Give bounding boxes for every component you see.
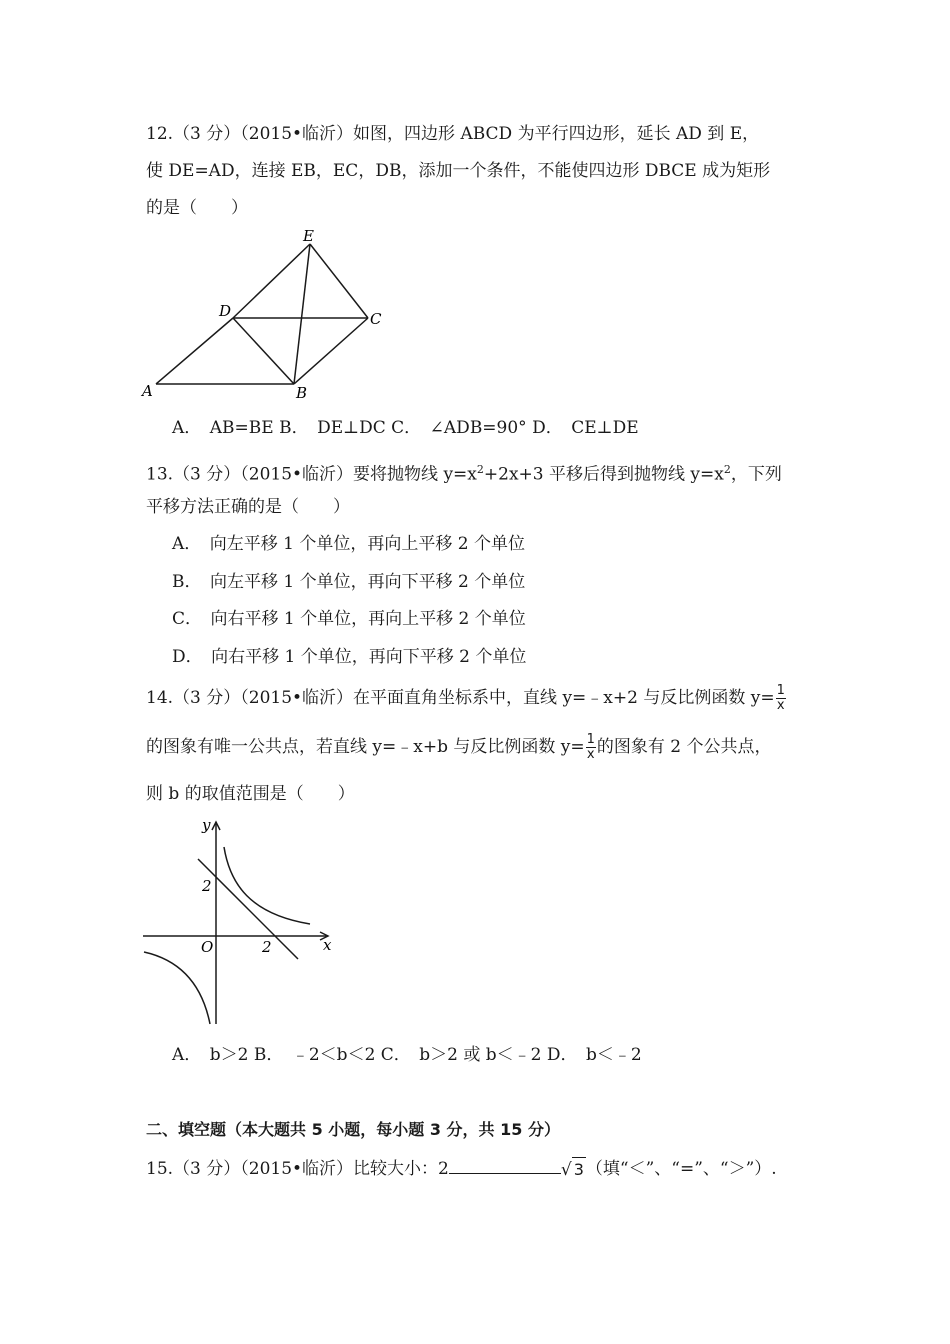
- hyperbola-branch-q3: [144, 952, 210, 1024]
- label-E: E: [303, 227, 314, 245]
- label-origin: O: [201, 938, 214, 956]
- fraction-1-over-x: $\frac{1}{x}$: [586, 732, 595, 762]
- q12-line3: 的是（ ）: [146, 198, 248, 218]
- fraction-1-over-x: $\frac{1}{x}$: [776, 683, 785, 713]
- label-B: B: [296, 384, 308, 402]
- q13-option-c: C． 向右平移 1 个单位，再向上平移 2 个单位: [172, 609, 526, 629]
- label-C: C: [370, 310, 382, 328]
- label-y: y: [202, 816, 211, 834]
- q13-option-a: A． 向左平移 1 个单位，再向上平移 2 个单位: [172, 534, 526, 554]
- label-2-x: 2: [262, 938, 272, 956]
- edge-AD: [156, 318, 233, 384]
- edge-DE: [233, 244, 310, 318]
- q14-line3: 则 b 的取值范围是（ ）: [146, 784, 355, 804]
- q14-graph-figure: [140, 814, 340, 1029]
- q15-line: 15.（3 分）（2015•临沂）比较大小：2 √ 3 （填“＜”、“=”、“＞”）.: [146, 1155, 777, 1182]
- label-x: x: [323, 936, 332, 954]
- edge-EB: [294, 244, 310, 384]
- edge-CB: [294, 318, 368, 384]
- edge-DB: [233, 318, 294, 384]
- q13-line1: 13.（3 分）（2015•临沂）要将抛物线 $y=x^2+2x+3$ 平移后得到抛物线 $y=x^2$，下列: [146, 463, 782, 485]
- edge-EC: [310, 244, 368, 318]
- label-A: A: [142, 382, 153, 400]
- q14-options: A． b＞2 B． ﹣2＜b＜2 C． b＞2 或 b＜﹣2 D． b＜﹣2: [172, 1045, 642, 1065]
- hyperbola-branch-q1: [224, 847, 310, 924]
- answer-blank[interactable]: [449, 1155, 561, 1174]
- label-D: D: [219, 302, 232, 320]
- q12-options: A． AB=BE B． DE⊥DC C． ∠ADB=90° D． CE⊥DE: [172, 418, 639, 438]
- q12-line2: 使 DE=AD，连接 EB，EC，DB，添加一个条件，不能使四边形 DBCE 成为矩形: [146, 161, 771, 181]
- section-2-title: 二、填空题（本大题共 5 小题，每小题 3 分，共 15 分）: [146, 1120, 560, 1139]
- label-2-y: 2: [202, 877, 212, 895]
- q13-option-d: D． 向右平移 1 个单位，再向下平移 2 个单位: [172, 647, 527, 667]
- q14-line2: 的图象有唯一公共点，若直线 y=﹣x+b 与反比例函数 y= $\frac{1}{x}$ 的图象有 2 个公共点，: [146, 732, 772, 762]
- q13-option-b: B． 向左平移 1 个单位，再向下平移 2 个单位: [172, 572, 526, 592]
- q12-line1: 12.（3 分）（2015•临沂）如图，四边形 ABCD 为平行四边形，延长 AD 到 E，: [146, 124, 760, 144]
- q12-parallelogram-figure: [138, 224, 398, 404]
- sqrt-3: √ 3: [561, 1157, 586, 1182]
- q13-line2: 平移方法正确的是（ ）: [146, 497, 350, 517]
- q14-line1: 14.（3 分）（2015•临沂）在平面直角坐标系中，直线 y=﹣x+2 与反比例函数 y= $\frac{1}{x}$: [146, 683, 785, 713]
